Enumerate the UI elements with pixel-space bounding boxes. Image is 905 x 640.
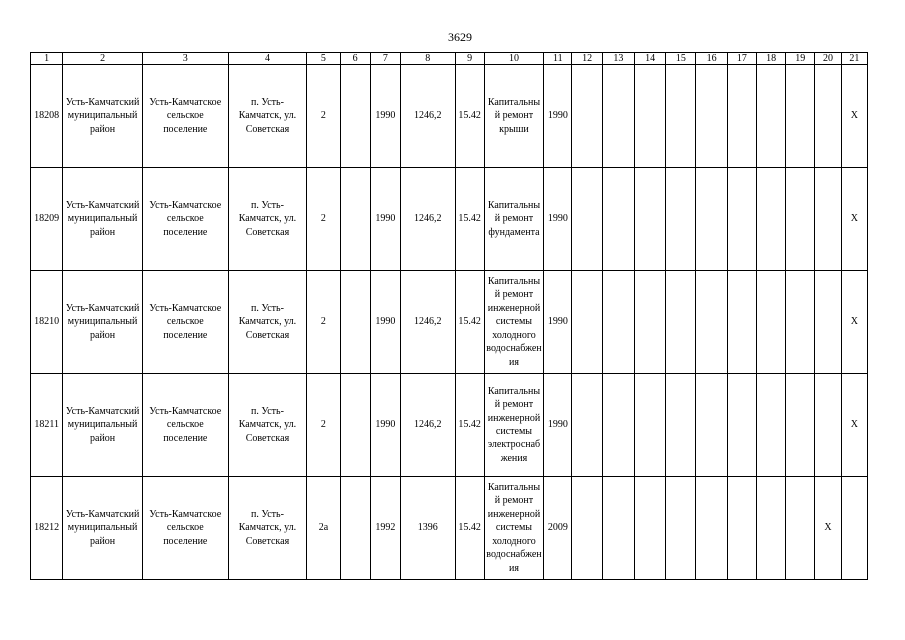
table-cell (572, 271, 602, 374)
table-cell: 2а (307, 477, 340, 580)
table-cell (666, 168, 696, 271)
table-cell: 18210 (31, 271, 63, 374)
table-cell (786, 271, 815, 374)
table-cell (815, 374, 841, 477)
table-cell (602, 168, 634, 271)
table-cell: 2 (307, 374, 340, 477)
table-cell (786, 65, 815, 168)
column-header: 11 (544, 53, 572, 65)
table-cell: 1990 (370, 168, 400, 271)
table-cell: 2 (307, 65, 340, 168)
table-cell (666, 477, 696, 580)
table-cell (756, 65, 785, 168)
table-cell (756, 477, 785, 580)
table-cell: X (841, 65, 867, 168)
table-cell (727, 374, 756, 477)
table-cell: Капитальный ремонт инженерной системы холодного водоснабжения (484, 477, 543, 580)
table-cell (340, 271, 370, 374)
table-cell (815, 168, 841, 271)
table-cell (340, 374, 370, 477)
table-cell: 1990 (544, 65, 572, 168)
table-cell (786, 374, 815, 477)
table-cell: 1246,2 (401, 374, 455, 477)
column-header: 16 (696, 53, 727, 65)
column-header: 13 (602, 53, 634, 65)
table-cell: Усть-Камчатский муниципальный район (63, 168, 143, 271)
table-cell: Усть-Камчатское сельское поселение (142, 374, 228, 477)
table-cell (340, 65, 370, 168)
table-cell: Капитальный ремонт крыши (484, 65, 543, 168)
table-cell: Усть-Камчатское сельское поселение (142, 477, 228, 580)
table-cell (602, 374, 634, 477)
column-header: 20 (815, 53, 841, 65)
table-cell: 15.42 (455, 271, 484, 374)
table-cell: 1990 (544, 168, 572, 271)
column-header: 6 (340, 53, 370, 65)
table-cell: Усть-Камчатский муниципальный район (63, 65, 143, 168)
table-cell: 1990 (370, 271, 400, 374)
table-cell (602, 271, 634, 374)
column-header: 14 (634, 53, 665, 65)
table-cell (696, 271, 727, 374)
table-cell (756, 374, 785, 477)
column-header: 2 (63, 53, 143, 65)
table-cell: 18211 (31, 374, 63, 477)
table-cell: 15.42 (455, 168, 484, 271)
table-cell: Капитальный ремонт фундамента (484, 168, 543, 271)
table-cell (572, 168, 602, 271)
table-row (31, 271, 868, 374)
table-cell: Капитальный ремонт инженерной системы электроснабжения (484, 374, 543, 477)
table-cell: 15.42 (455, 477, 484, 580)
column-header: 1 (31, 53, 63, 65)
table-cell (634, 168, 665, 271)
table-cell: 1992 (370, 477, 400, 580)
table-cell (634, 65, 665, 168)
table-cell (340, 168, 370, 271)
table-cell: 1246,2 (401, 168, 455, 271)
column-header: 3 (142, 53, 228, 65)
table-cell (634, 374, 665, 477)
table-cell: Усть-Камчатский муниципальный район (63, 271, 143, 374)
column-number-row (31, 53, 868, 65)
table-cell: 18208 (31, 65, 63, 168)
table-cell: Усть-Камчатский муниципальный район (63, 477, 143, 580)
table-cell (340, 477, 370, 580)
table-cell: 1396 (401, 477, 455, 580)
table-cell: 1246,2 (401, 65, 455, 168)
table-cell (727, 477, 756, 580)
table-cell (572, 65, 602, 168)
table-cell (727, 168, 756, 271)
table-cell (696, 477, 727, 580)
table-cell (727, 65, 756, 168)
table-cell: 1990 (370, 374, 400, 477)
table-cell (666, 271, 696, 374)
table-cell: 15.42 (455, 374, 484, 477)
register-table (30, 52, 868, 580)
column-header: 5 (307, 53, 340, 65)
table-cell: X (841, 374, 867, 477)
table-cell: X (841, 168, 867, 271)
table-cell (756, 168, 785, 271)
table-cell: 1990 (544, 374, 572, 477)
table-row (31, 168, 868, 271)
table-row (31, 65, 868, 168)
table-cell (786, 168, 815, 271)
column-header: 12 (572, 53, 602, 65)
table-cell: 1246,2 (401, 271, 455, 374)
table-cell: Усть-Камчатский муниципальный район (63, 374, 143, 477)
table-cell: X (841, 271, 867, 374)
page-number: 3629 (448, 30, 472, 44)
table-cell: Усть-Камчатское сельское поселение (142, 65, 228, 168)
table-cell (696, 65, 727, 168)
table-cell: 18209 (31, 168, 63, 271)
table-cell: 1990 (370, 65, 400, 168)
table-cell (602, 65, 634, 168)
table-cell: X (815, 477, 841, 580)
table-cell: п. Усть-Камчатск, ул. Советская (228, 271, 307, 374)
column-header: 15 (666, 53, 696, 65)
table-cell (572, 374, 602, 477)
table-cell: 18212 (31, 477, 63, 580)
table-cell (815, 271, 841, 374)
table-row (31, 374, 868, 477)
table-cell: п. Усть-Камчатск, ул. Советская (228, 168, 307, 271)
table-cell (756, 271, 785, 374)
table-row (31, 477, 868, 580)
column-header: 4 (228, 53, 307, 65)
column-header: 21 (841, 53, 867, 65)
column-header: 10 (484, 53, 543, 65)
table-cell: 2 (307, 168, 340, 271)
table-cell: 2 (307, 271, 340, 374)
table-cell (696, 168, 727, 271)
table-cell: 1990 (544, 271, 572, 374)
table-cell (602, 477, 634, 580)
table-cell: 2009 (544, 477, 572, 580)
table-cell: Капитальный ремонт инженерной системы холодного водоснабжения (484, 271, 543, 374)
table-cell (666, 65, 696, 168)
table-cell (634, 477, 665, 580)
column-header: 8 (401, 53, 455, 65)
table-cell (841, 477, 867, 580)
column-header: 19 (786, 53, 815, 65)
table-cell: Усть-Камчатское сельское поселение (142, 271, 228, 374)
table-cell: п. Усть-Камчатск, ул. Советская (228, 374, 307, 477)
table-cell (786, 477, 815, 580)
column-header: 18 (756, 53, 785, 65)
table-cell (727, 271, 756, 374)
table-cell (696, 374, 727, 477)
table-cell: Усть-Камчатское сельское поселение (142, 168, 228, 271)
table-cell: п. Усть-Камчатск, ул. Советская (228, 65, 307, 168)
column-header: 7 (370, 53, 400, 65)
column-header: 9 (455, 53, 484, 65)
table-cell (634, 271, 665, 374)
table-cell (572, 477, 602, 580)
table-cell: 15.42 (455, 65, 484, 168)
column-header: 17 (727, 53, 756, 65)
table-cell (815, 65, 841, 168)
table-cell (666, 374, 696, 477)
table-cell: п. Усть-Камчатск, ул. Советская (228, 477, 307, 580)
